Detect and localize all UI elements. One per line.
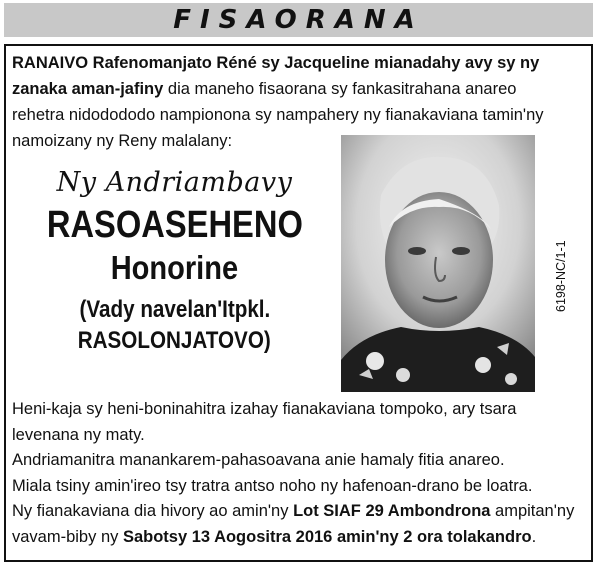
deceased-firstname: Honorine bbox=[110, 249, 239, 286]
deceased-surname: RASOASEHENO bbox=[46, 204, 303, 246]
body-line-3: Andriamanitra manankarem-pahasoavana anie hamaly fitia anareo. bbox=[12, 451, 505, 469]
body-line-4: Miala tsiny amin'ireo tsy tratra antso noho ny hafenoan-drano be loatra. bbox=[12, 476, 533, 495]
body-line-6: vavam-biby ny Sabotsy 13 Aogositra 2016 amin'ny 2 ora tolakandro. bbox=[12, 527, 537, 546]
intro-line-1: RANAIVO Rafenomanjato Réné sy Jacqueline mianadahy avy sy ny bbox=[12, 54, 540, 72]
portrait-image bbox=[341, 135, 535, 392]
body-line-5: Ny fianakaviana dia hivory ao amin'ny Lot SIAF 29 Ambondrona ampitan'ny bbox=[12, 502, 575, 520]
portrait-photo bbox=[341, 135, 535, 392]
honorific: Ny Andriambavy bbox=[56, 167, 293, 198]
body-paragraph bbox=[12, 397, 588, 550]
deceased-name-block bbox=[12, 164, 337, 356]
notice-frame bbox=[4, 44, 593, 562]
intro-line-3: rehetra nidodododo nampionona sy nampahery ny fianakaviana tamin'ny bbox=[12, 106, 544, 124]
header-banner bbox=[4, 3, 593, 37]
notice-title: FISAORANA bbox=[173, 5, 424, 35]
intro-line-4: namoizany ny Reny malalany: bbox=[12, 132, 233, 150]
reference-code: 6198-NC/1-1 bbox=[554, 240, 568, 312]
body-line-2: levenana ny maty. bbox=[12, 425, 145, 444]
gathering-location: Lot SIAF 29 Ambondrona bbox=[293, 502, 491, 520]
widow-of-line-1: (Vady navelan'Itpkl. bbox=[79, 296, 270, 323]
body-line-1: Heni-kaja sy heni-boninahitra izahay fianakaviana tompoko, ary tsara bbox=[12, 400, 517, 418]
intro-line-2: zanaka aman-jafiny dia maneho fisaorana sy fankasitrahana anareo bbox=[12, 80, 517, 98]
gathering-date: Sabotsy 13 Aogositra 2016 amin'ny 2 ora tolakandro bbox=[122, 527, 532, 546]
widow-of-line-2: RASOLONJATOVO) bbox=[77, 327, 272, 354]
